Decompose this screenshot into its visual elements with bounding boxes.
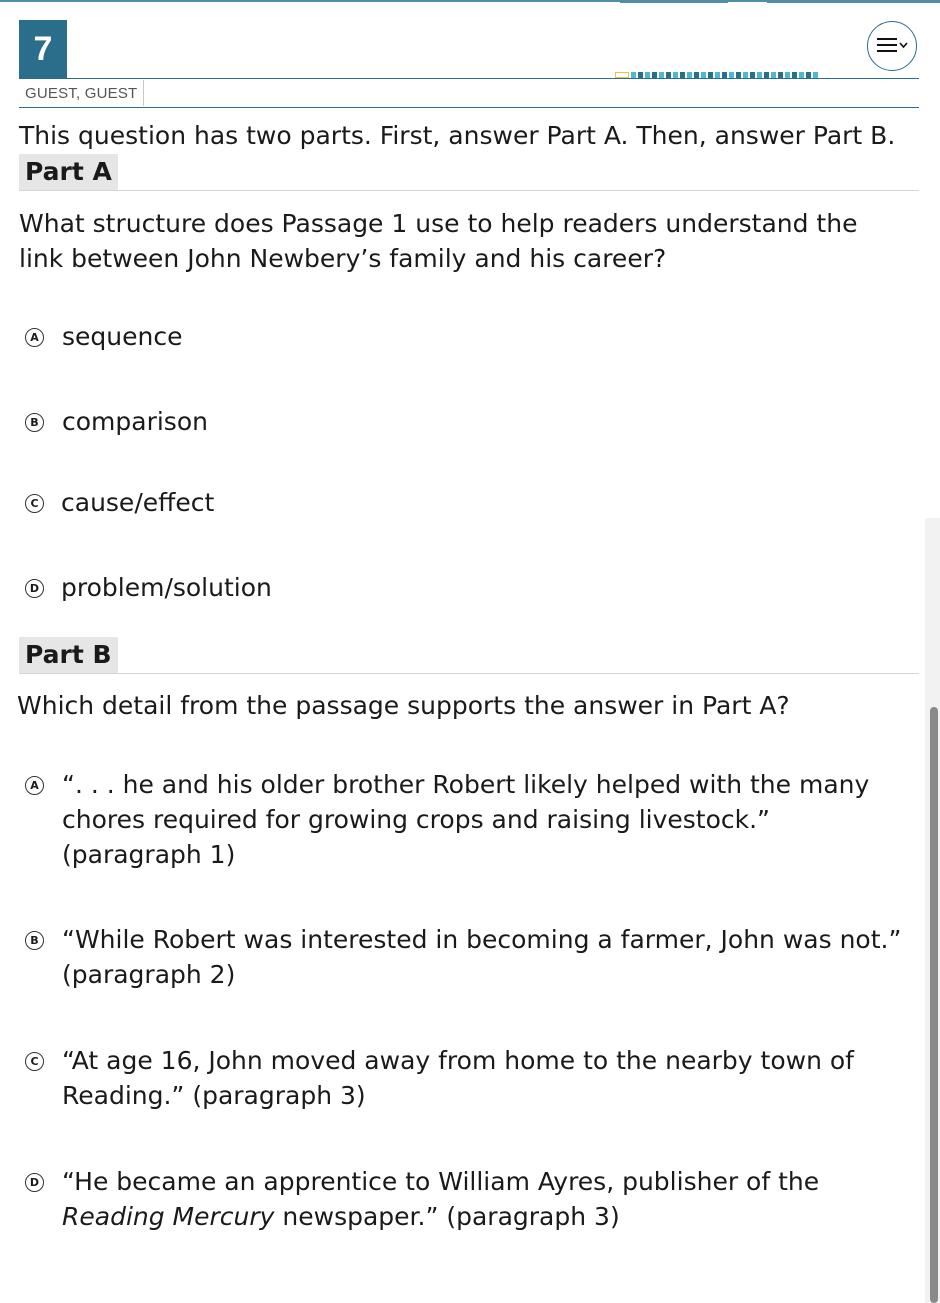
choice-letter-a-icon: A	[25, 776, 44, 795]
part-b-label: Part B	[19, 637, 118, 673]
choice-text: problem/solution	[61, 573, 272, 602]
part-a-choice-d[interactable]	[19, 570, 909, 605]
student-name: GUEST, GUEST	[19, 80, 144, 106]
part-b-choices	[19, 767, 909, 1234]
top-tab-markers	[620, 0, 940, 4]
scrollbar-thumb[interactable]	[930, 707, 938, 1303]
choice-letter-b-icon: B	[25, 931, 44, 950]
choice-text: “While Robert was interested in becoming a farmer, John was not.” (paragraph 2)	[62, 925, 902, 989]
newspaper-title: Reading Mercury	[62, 1202, 275, 1231]
part-b-choice-c[interactable]	[19, 1043, 909, 1113]
menu-button[interactable]	[867, 21, 917, 71]
part-a-label: Part A	[19, 154, 118, 190]
choice-text	[62, 1167, 819, 1231]
choice-text: “. . . he and his older brother Robert likely helped with the many chores required for growing crops and raising livestock.” (paragraph 1)	[62, 770, 870, 869]
part-a-choice-a[interactable]	[19, 319, 909, 354]
choice-text-after: newspaper.” (paragraph 3)	[274, 1202, 620, 1231]
part-b-divider	[19, 673, 919, 674]
part-a-choices	[19, 319, 909, 605]
question-number-badge	[19, 20, 67, 78]
part-a-choice-b[interactable]	[19, 404, 909, 439]
item-content	[19, 118, 909, 1234]
choice-letter-a-icon: A	[25, 328, 44, 347]
choice-letter-d-icon: D	[25, 579, 44, 598]
part-a-choice-c[interactable]	[19, 485, 909, 520]
question-number: 7	[33, 29, 53, 68]
choice-letter-b-icon: B	[25, 413, 44, 432]
part-b-choice-b[interactable]	[19, 922, 909, 992]
part-a-prompt: What structure does Passage 1 use to help readers understand the link between John Newbery’s family and his career?	[19, 209, 858, 273]
choice-text-before: “He became an apprentice to William Ayres, publisher of the	[62, 1167, 820, 1196]
header-bottom-divider	[19, 107, 919, 108]
choice-letter-c-icon: C	[25, 1052, 44, 1071]
item-instructions: This question has two parts. First, answer Part A. Then, answer Part B.	[19, 121, 896, 150]
part-b-choice-d[interactable]	[19, 1164, 909, 1234]
header-divider	[19, 78, 919, 79]
hamburger-menu-icon	[875, 36, 909, 56]
choice-letter-c-icon: C	[25, 494, 44, 513]
choice-letter-d-icon: D	[25, 1173, 44, 1192]
part-b-section	[19, 637, 909, 1234]
choice-text: comparison	[62, 407, 208, 436]
part-b-prompt: Which detail from the passage supports the answer in Part A?	[17, 691, 790, 720]
part-a-section	[19, 154, 909, 605]
choice-text: cause/effect	[61, 488, 215, 517]
choice-text: “At age 16, John moved away from home to the nearby town of Reading.” (paragraph 3)	[62, 1046, 854, 1110]
part-b-choice-a[interactable]	[19, 767, 909, 872]
part-a-divider	[19, 190, 919, 191]
choice-text: sequence	[62, 322, 183, 351]
